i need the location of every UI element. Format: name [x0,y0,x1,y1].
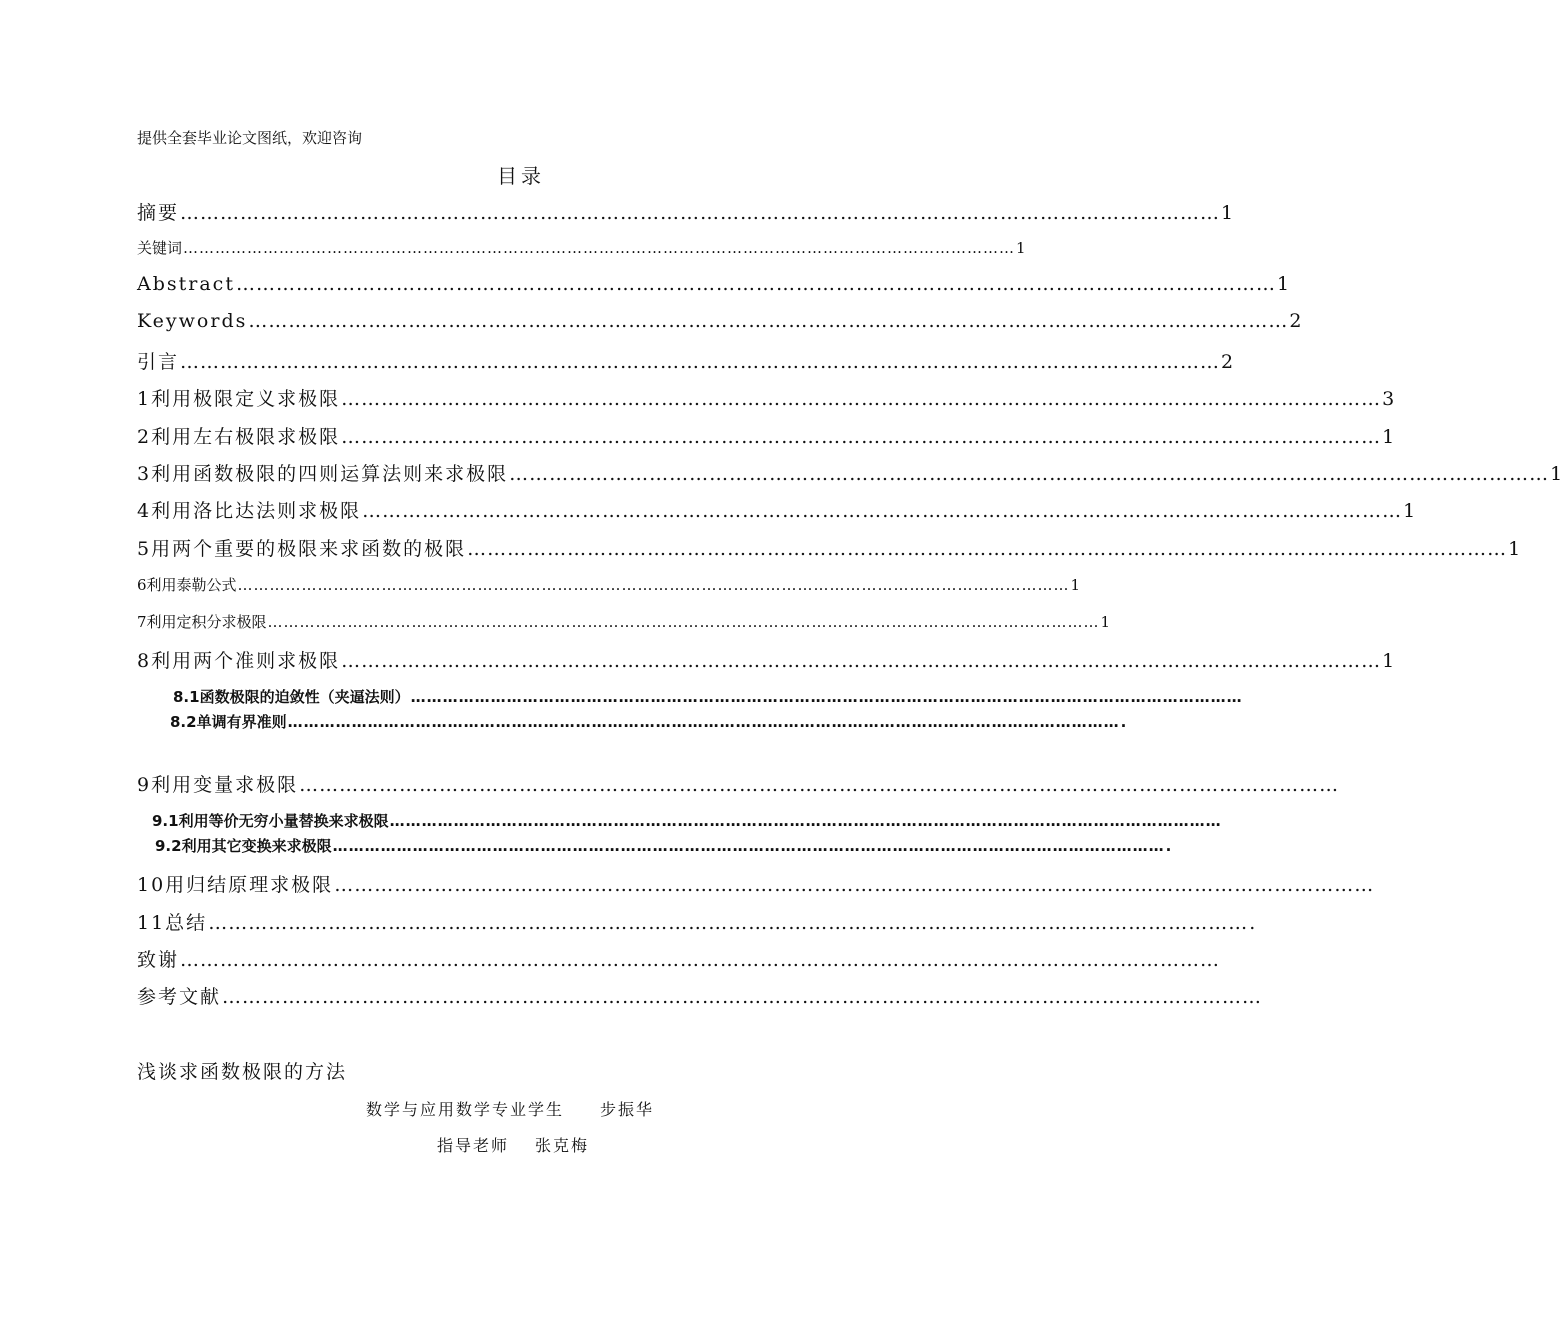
toc-entry[interactable] [137,770,1340,797]
toc-entry[interactable] [137,237,1026,258]
toc-entry-label: 8利用两个准则求极限 [137,650,341,672]
toc-entry-label: 8.1函数极限的迫敛性（夹逼法则） [173,688,410,706]
toc-subentry[interactable] [155,835,1172,856]
header-note: 提供全套毕业论文图纸，欢迎咨询 [137,129,363,147]
toc-leader: ………………………………………………………………………………………………………………………………………… [410,688,1243,706]
author-major: 数学与应用数学专业学生 [366,1100,565,1119]
toc-entry[interactable] [137,384,1397,411]
toc-entry-page: 1 [1382,650,1397,672]
toc-leader: ………………………………………………………………………………………………………………………………………… [299,774,1340,796]
toc-entry-page: 2 [1289,310,1304,332]
advisor-name: 张克梅 [535,1136,590,1155]
toc-entry-page: . [1249,912,1258,934]
toc-entry-label: 4利用洛比达法则求极限 [137,500,362,522]
toc-leader: ………………………………………………………………………………………………………………………………………… [237,576,1070,594]
toc-entry-label: Abstract [137,273,235,295]
toc-entry[interactable] [137,310,1304,332]
toc-entry[interactable] [137,646,1397,673]
toc-entry-label: 5用两个重要的极限来求函数的极限 [137,538,467,560]
toc-subentry[interactable] [170,711,1127,732]
toc-entry-label: 9.1利用等价无穷小量替换来求极限 [152,812,389,830]
toc-subentry[interactable] [173,686,1243,707]
toc-entry-label: 10用归结原理求极限 [137,874,334,896]
toc-entry[interactable] [137,273,1292,295]
toc-leader: ………………………………………………………………………………………………………………………………………… [467,538,1508,560]
toc-entry-label: 9利用变量求极限 [137,774,299,796]
toc-entry-page: 1 [1508,538,1523,560]
toc-leader: ………………………………………………………………………………………………………………………………………… [341,650,1382,672]
toc-entry-label: 摘要 [137,202,180,224]
toc-entry-page: . [1165,837,1172,855]
toc-entry-label: 1利用极限定义求极限 [137,388,341,410]
toc-entry-label: 6利用泰勒公式 [137,576,237,594]
toc-entry-label: 3利用函数极限的四则运算法则来求极限 [137,463,509,485]
toc-entry[interactable] [137,198,1236,225]
toc-entry-page: 1 [1070,576,1081,594]
toc-entry-page: 1 [1016,239,1026,257]
toc-entry[interactable] [137,534,1523,561]
toc-entry[interactable] [137,982,1263,1009]
toc-entry-page: 1 [1382,426,1397,448]
toc-entry-page: 1 [1221,202,1236,224]
toc-entry[interactable] [137,422,1397,449]
toc-entry-label: 11总结 [137,912,208,934]
toc-leader: ………………………………………………………………………………………………………………………………………… [248,310,1289,332]
toc-entry-label: 2利用左右极限求极限 [137,426,341,448]
toc-entry-label: 9.2利用其它变换来求极限 [155,837,332,855]
toc-entry[interactable] [137,908,1258,935]
toc-leader: ………………………………………………………………………………………………………………………………………… [389,812,1222,830]
toc-entry-label: 关键词 [137,239,183,257]
toc-leader: ………………………………………………………………………………………………………………………………………… [332,837,1165,855]
toc-entry-page: 1 [1100,613,1111,631]
toc-entry[interactable] [137,574,1081,595]
author-line [366,1097,654,1120]
toc-entry[interactable] [137,496,1418,523]
toc-leader: ………………………………………………………………………………………………………………………………………… [183,239,1016,257]
toc-entry[interactable] [137,347,1236,374]
toc-entry[interactable] [137,459,1564,486]
toc-entry-page: 2 [1221,351,1236,373]
toc-entry-page: 1 [1550,463,1564,485]
toc-entry[interactable] [137,870,1375,897]
toc-entry-label: Keywords [137,310,248,332]
toc-leader: ………………………………………………………………………………………………………………………………………… [509,463,1550,485]
toc-entry[interactable] [137,611,1111,632]
toc-leader: ………………………………………………………………………………………………………………………………………… [235,273,1276,295]
toc-entry-page: 3 [1382,388,1397,410]
toc-entry-label: 8.2单调有界准则 [170,713,287,731]
toc-entry-label: 致谢 [137,949,180,971]
toc-subentry[interactable] [152,810,1222,831]
toc-leader: ………………………………………………………………………………………………………………………………………… [362,500,1403,522]
toc-entry[interactable] [137,945,1221,972]
toc-leader: ………………………………………………………………………………………………………………………………………… [334,874,1375,896]
toc-leader: ………………………………………………………………………………………………………………………………………… [287,713,1120,731]
advisor-label: 指导老师 [437,1136,510,1155]
advisor-line [437,1133,589,1156]
toc-entry-page: 1 [1403,500,1418,522]
toc-leader: ………………………………………………………………………………………………………………………………………… [180,351,1221,373]
toc-leader: ………………………………………………………………………………………………………………………………………… [222,986,1263,1008]
toc-entry-label: 7利用定积分求极限 [137,613,267,631]
author-name: 步振华 [600,1100,655,1119]
toc-leader: ………………………………………………………………………………………………………………………………………… [208,912,1249,934]
toc-leader: ………………………………………………………………………………………………………………………………………… [267,613,1100,631]
toc-entry-page: 1 [1276,273,1292,295]
toc-leader: ………………………………………………………………………………………………………………………………………… [180,949,1221,971]
toc-leader: ………………………………………………………………………………………………………………………………………… [341,388,1382,410]
toc-entry-label: 参考文献 [137,986,222,1008]
toc-leader: ………………………………………………………………………………………………………………………………………… [341,426,1382,448]
paper-title: 浅谈求函数极限的方法 [137,1061,348,1083]
toc-title: 目录 [497,164,545,188]
toc-entry-label: 引言 [137,351,180,373]
toc-leader: ………………………………………………………………………………………………………………………………………… [180,202,1221,224]
toc-entry-page: . [1120,713,1127,731]
